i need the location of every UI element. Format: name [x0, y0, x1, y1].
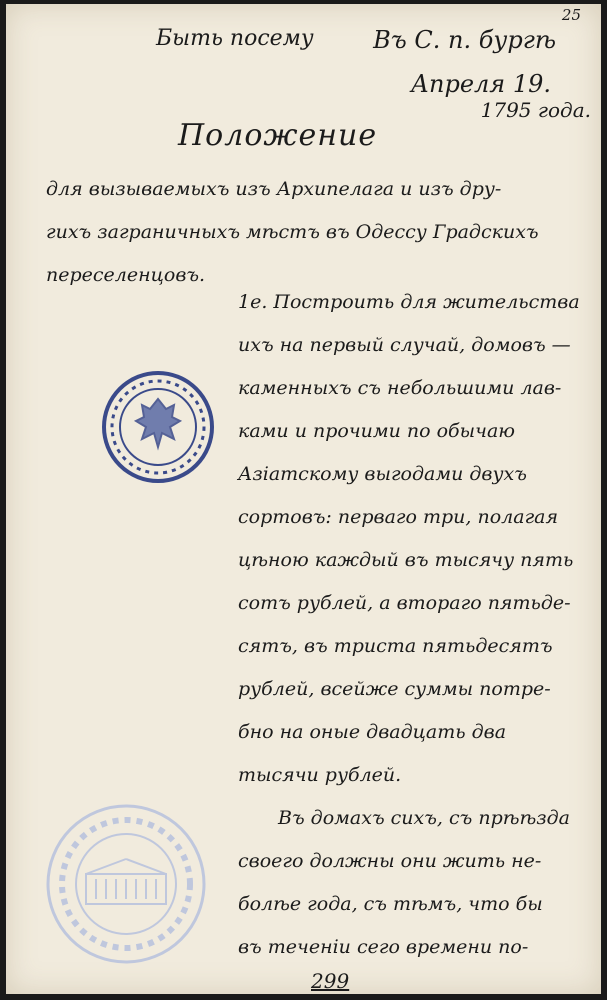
date-line: Апреля 19.	[410, 70, 551, 98]
document-page	[6, 4, 601, 994]
body-line: ками и прочими по обычаю	[238, 420, 516, 442]
archive-stamp-icon	[98, 367, 218, 487]
body-line: сятъ, въ триста пятьдесятъ	[238, 635, 553, 657]
document-title: Положение	[178, 118, 378, 153]
intro-line: гихъ заграничныхъ мѣстъ въ Одессу Градскихъ	[46, 221, 539, 243]
page-number: 299	[311, 969, 350, 993]
body-line: цѣною каждый въ тысячу пять	[238, 549, 574, 571]
margin-resolution-note: Быть посему	[156, 26, 314, 51]
body-line: тысячи рублей.	[238, 764, 402, 786]
body-line: сортовъ: перваго три, полагая	[238, 506, 559, 528]
corner-number: 25	[561, 6, 581, 24]
intro-paragraph	[46, 168, 606, 297]
body-line: рублей, всейже суммы потре-	[238, 678, 551, 700]
body-line: Въ домахъ сихъ, съ прѣѣзда	[278, 807, 570, 829]
year-line: 1795 года.	[480, 98, 591, 122]
body-line: бно на оные двадцать два	[238, 721, 507, 743]
intro-line: для вызываемыхъ изъ Архипелага и изъ дру-	[46, 178, 502, 200]
body-line: каменныхъ съ небольшими лав-	[238, 377, 562, 399]
body-line: своего должны они жить не-	[238, 850, 542, 872]
body-line: въ теченіи сего времени по-	[238, 936, 529, 958]
intro-line: переселенцовъ.	[46, 264, 206, 286]
body-line: Азіатскому выгодами двухъ	[238, 463, 527, 485]
body-line: болѣе года, съ тѣмъ, что бы	[238, 893, 543, 915]
body-line: ихъ на первый случай, домовъ —	[238, 334, 571, 356]
body-line: 1е. Построить для жительства	[238, 291, 580, 313]
place-of-issue: Въ С. п. бургѣ	[373, 26, 556, 54]
body-line: сотъ рублей, а втораго пятьде-	[238, 592, 571, 614]
body-paragraphs	[238, 281, 580, 969]
library-watermark-icon	[41, 799, 211, 969]
